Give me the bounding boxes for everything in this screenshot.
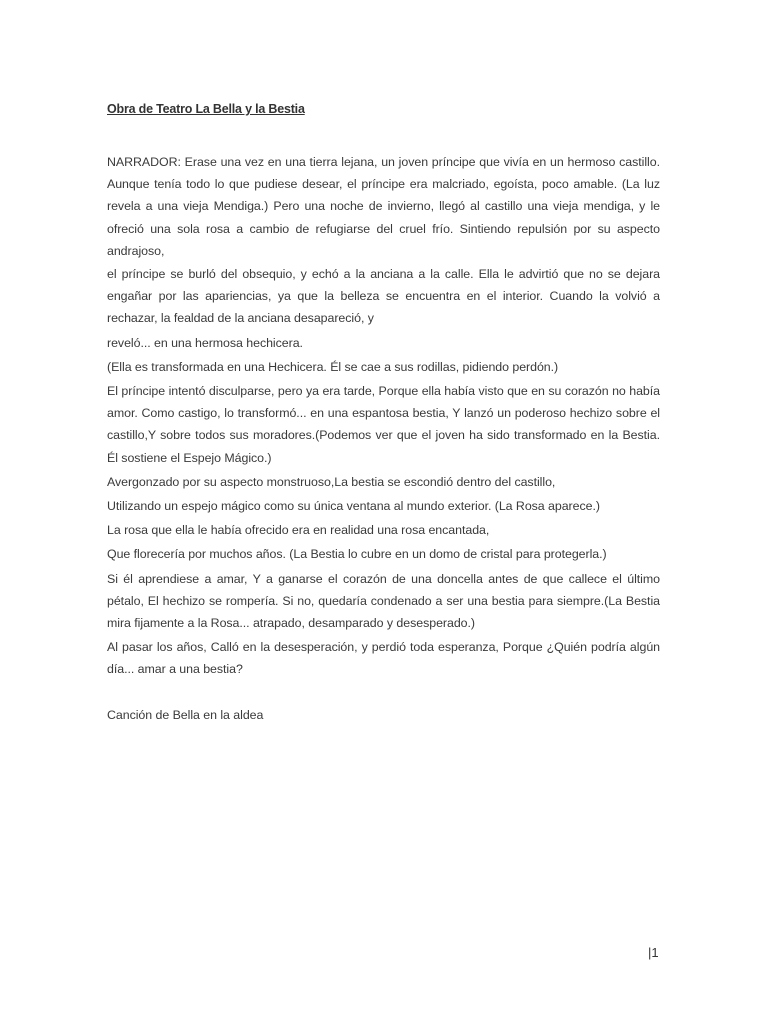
paragraph-prince-mocks: el príncipe se burló del obsequio, y echó a la anciana a la calle. Ella le advirtió que no se dejara engañar por las apariencias, ya que la belleza se encuentra en el interior. Cuando la volvió a rechazar, la fealdad de la anciana desapareció, y: [107, 267, 660, 326]
paragraph-magic-mirror: Utilizando un espejo mágico como su única ventana al mundo exterior. (La Rosa aparece.): [107, 499, 600, 514]
paragraph-bloom: Que florecería por muchos años. (La Bestia lo cubre en un domo de cristal para protegerla.): [107, 547, 607, 562]
page-number: |1: [648, 945, 659, 960]
paragraph-transformation: El príncipe intentó disculparse, pero ya era tarde, Porque ella había visto que en su corazón no había amor. Como castigo, lo transformó... en una espantosa bestia, Y lanzó un poderoso hechizo sobre el castillo,Y sobre todos sus moradores.(Podemos ver que el joven ha sido transformado en la Bestia. Él sostiene el Espejo Mágico.): [107, 384, 660, 465]
paragraph-narrador-intro: NARRADOR: Erase una vez en una tierra lejana, un joven príncipe que vivía en un hermoso castillo. Aunque tenía todo lo que pudiese desear, el príncipe era malcriado, egoísta, poco amable. (La luz revela a una vieja Mendiga.) Pero una noche de invierno, llegó al castillo una vieja mendiga, y le ofreció una sola rosa a cambio de refugiarse del cruel frío. Sintiendo repulsión por su aspecto andrajoso,: [107, 155, 660, 258]
section-heading-cancion: Canción de Bella en la aldea: [107, 707, 264, 722]
paragraph-despair: Al pasar los años, Calló en la desesperación, y perdió toda esperanza, Porque ¿Quién podría algún día... amar a una bestia?: [107, 640, 660, 677]
paragraph-stage-direction-enchantress: (Ella es transformada en una Hechicera. Él se cae a sus rodillas, pidiendo perdón.): [107, 359, 559, 374]
paragraph-enchanted-rose: La rosa que ella le había ofrecido era en realidad una rosa encantada,: [107, 523, 490, 538]
paragraph-spell-condition: Si él aprendiese a amar, Y a ganarse el corazón de una doncella antes de que callece el último pétalo, El hechizo se rompería. Si no, quedaría condenado a ser una bestia para siempre.(La Bestia mira fijamente a la Rosa... atrapado, desamparado y desesperado.): [107, 571, 660, 631]
document-body: [107, 100, 660, 726]
document-title: Obra de Teatro La Bella y la Bestia: [107, 102, 305, 116]
paragraph-ashamed: Avergonzado por su aspecto monstruoso,La bestia se escondió dentro del castillo,: [107, 474, 556, 489]
paragraph-revealed: reveló... en una hermosa hechicera.: [107, 335, 303, 350]
